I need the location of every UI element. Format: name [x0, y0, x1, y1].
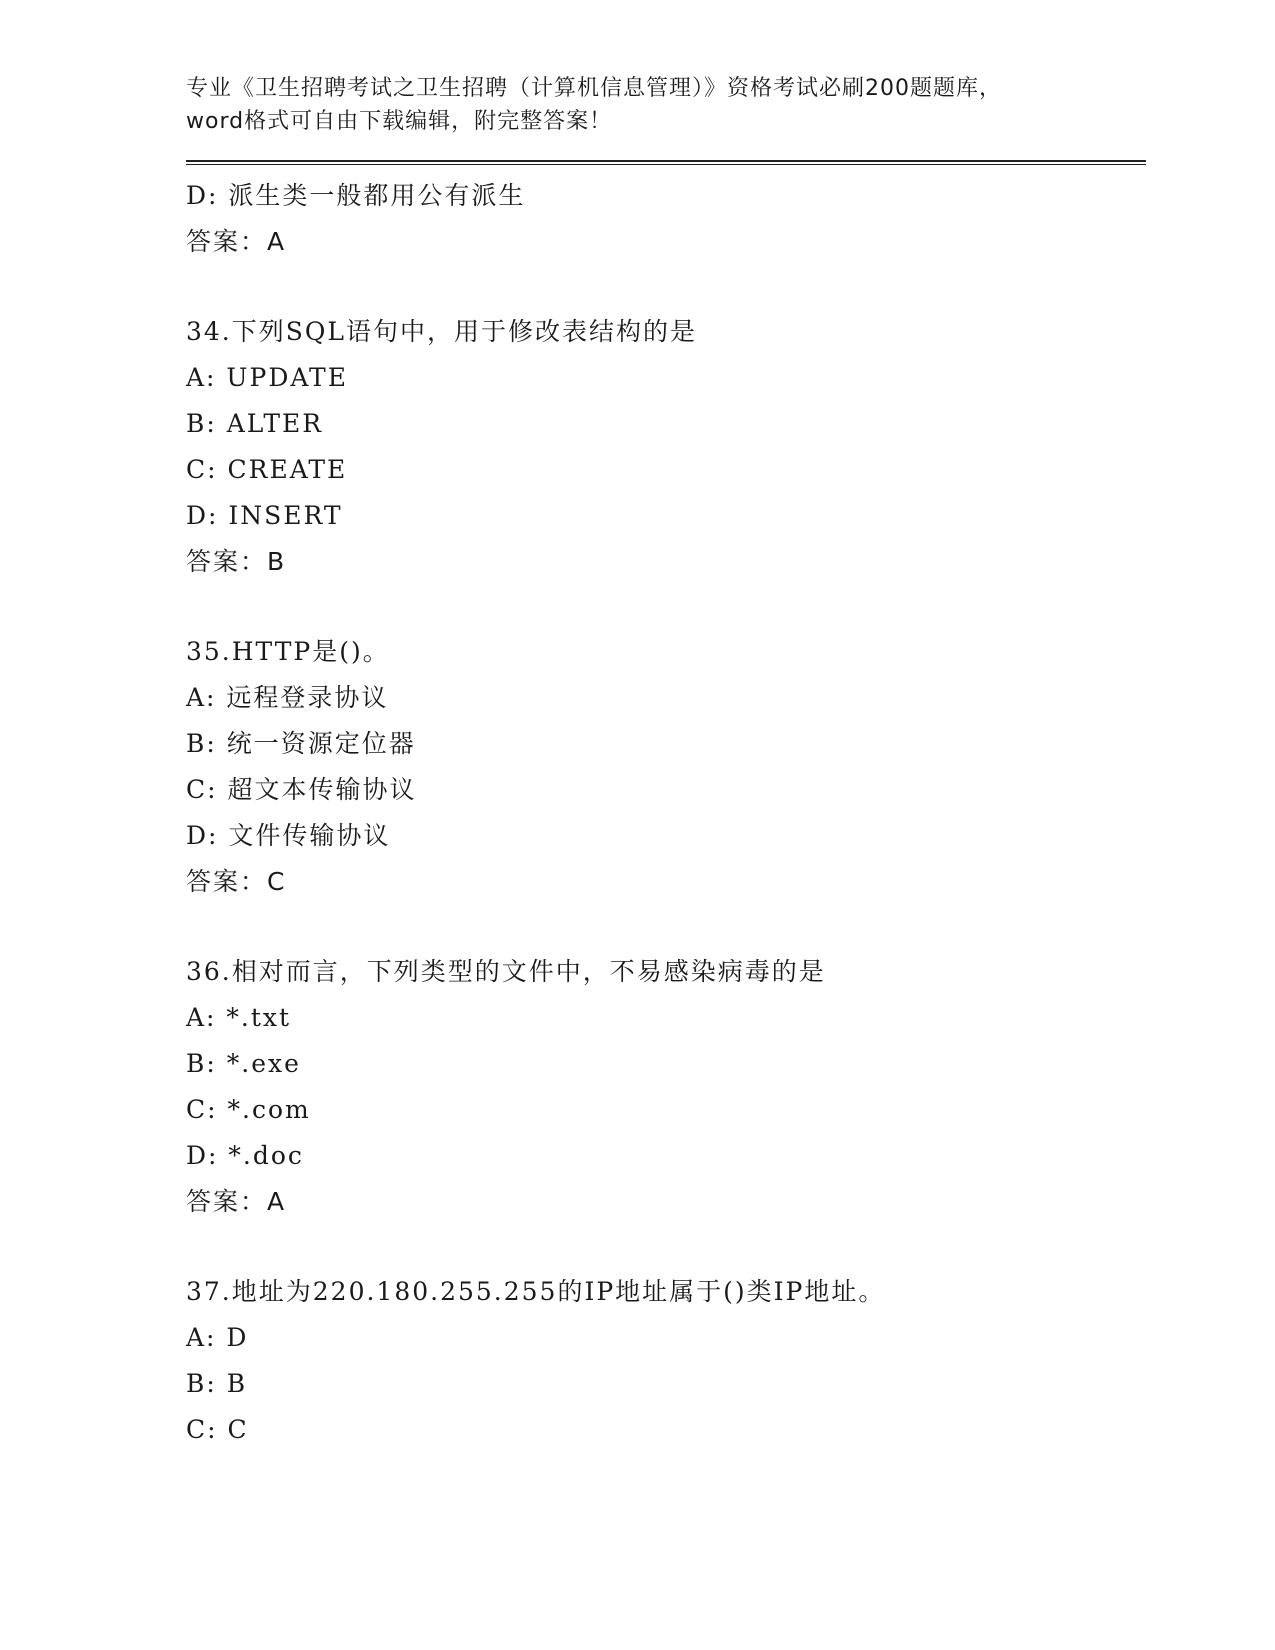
question-stem: 34.下列SQL语句中，用于修改表结构的是: [186, 317, 697, 346]
option-d: D: INSERT: [186, 501, 343, 530]
option-c: C: 超文本传输协议: [186, 775, 417, 804]
question-35: [186, 629, 1146, 905]
option-a: A: UPDATE: [186, 363, 348, 392]
question-36: [186, 949, 1146, 1225]
carryover-option-d: D: 派生类一般都用公有派生: [186, 181, 526, 210]
question-stem: 36.相对而言，下列类型的文件中，不易感染病毒的是: [186, 957, 826, 986]
option-b: B: 统一资源定位器: [186, 729, 416, 758]
document-title-line-2: word格式可自由下载编辑，附完整答案！: [186, 109, 613, 134]
question-34: [186, 309, 1146, 585]
option-a: A: 远程登录协议: [186, 683, 389, 712]
option-d: D: *.doc: [186, 1141, 304, 1170]
document-page: [186, 72, 1146, 1453]
question-stem: 35.HTTP是()。: [186, 637, 390, 666]
carryover-answer: 答案：A: [186, 227, 287, 256]
answer-line: 答案：B: [186, 547, 287, 576]
option-d: D: 文件传输协议: [186, 821, 391, 850]
question-37: [186, 1269, 1146, 1453]
question-stem: 37.地址为220.180.255.255的IP地址属于()类IP地址。: [186, 1277, 886, 1306]
option-a: A: *.txt: [186, 1003, 292, 1032]
option-c: C: C: [186, 1415, 249, 1444]
option-b: B: B: [186, 1369, 248, 1398]
option-a: A: D: [186, 1323, 249, 1352]
document-title-line-1: 专业《卫生招聘考试之卫生招聘（计算机信息管理）》资格考试必刷200题题库，: [186, 76, 1002, 101]
option-b: B: *.exe: [186, 1049, 301, 1078]
answer-line: 答案：A: [186, 1187, 287, 1216]
option-c: C: CREATE: [186, 455, 348, 484]
option-b: B: ALTER: [186, 409, 324, 438]
option-c: C: *.com: [186, 1095, 311, 1124]
header-divider: [186, 160, 1146, 165]
answer-line: 答案：C: [186, 867, 287, 896]
